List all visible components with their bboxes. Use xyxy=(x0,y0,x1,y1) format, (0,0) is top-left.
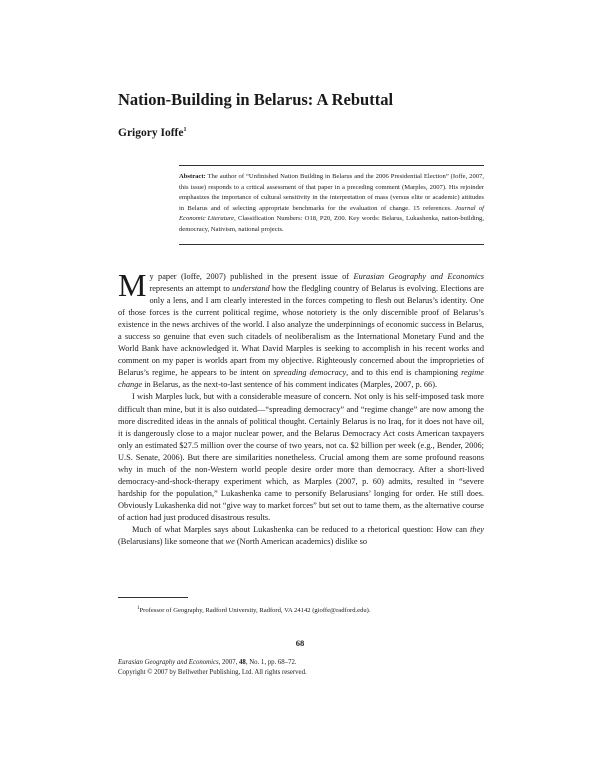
p1-text-a: y paper (Ioffe, 2007) published in the present issue of xyxy=(149,272,354,281)
paragraph-1 xyxy=(118,267,484,391)
p1-spreading-democracy: spreading democracy xyxy=(273,368,347,378)
p3-they: they xyxy=(470,524,484,534)
p3-text-b: (Belarusians) like someone that xyxy=(118,537,226,547)
p3-text-c: (North American academics) dislike so xyxy=(234,537,368,547)
p3-we: we xyxy=(225,537,235,547)
drop-cap: M xyxy=(118,267,147,303)
footnote-rule xyxy=(118,597,188,598)
journal-year: , 2007, xyxy=(218,659,240,666)
article-title: Nation-Building in Belarus: A Rebuttal xyxy=(118,90,394,109)
p1-text-d: , and to this end is championing xyxy=(346,368,462,378)
abstract-top-rule xyxy=(179,165,484,166)
p1-journal-name: Eurasian Geography and Economics xyxy=(353,272,484,281)
journal-issue-pages: , No. 1, pp. 68–72. xyxy=(245,659,297,666)
author-name xyxy=(118,127,186,139)
p1-understand: understand xyxy=(232,284,270,294)
p1-regime-change: regime change xyxy=(118,368,484,390)
p1-text-e: in Belarus, as the next-to-last sentence of his comment indicates (Marples, 2007, p. 66). xyxy=(142,380,438,390)
author-footnote-mark: 1 xyxy=(183,127,187,134)
p1-text-c: how the fledgling country of Belarus is evolving. Elections are only a lens, and I am clearly interested in the forces competing to flesh out Belarus’s identity. One of those forces is the current political regime, whose notoriety is the only discernible proof of Belarus’s existence in the news archives of the world. I also analyze the underpinnings of economic success in Belarus, a success so genuine that even such citadels of neoliberalism as the International Monetary Fund and the World Bank have acknowledged it. What David Marples is seeking to accomplish in his recent works and comment on my paper is worlds apart from my objective. Righteously concerned about the improprieties of Belarus’s regime, he appears to be intent on xyxy=(118,284,484,378)
paragraph-3 xyxy=(118,524,484,548)
journal-info xyxy=(118,658,307,677)
abstract-bottom-rule xyxy=(179,244,484,245)
p1-text-b: represents an attempt to xyxy=(149,284,233,294)
p3-text-a: Much of what Marples says about Lukashenka can be reduced to a rhetorical question: How can xyxy=(132,524,471,534)
journal-citation xyxy=(118,658,307,668)
article-body xyxy=(118,267,484,548)
author-text: Grigory Ioffe xyxy=(118,127,184,139)
journal-name: Eurasian Geography and Economics xyxy=(118,659,219,666)
paragraph-2: I wish Marples luck, but with a considerable measure of concern. Not only is his self-imposed task more difficult than mine, but it is also outdated—“spreading democracy” and “regime change” are now among the more discredited ideas in the annals of political thought. Certainly Belarus is no Iraq, for it does not have oil, it is dangerously close to a major nuclear power, and the Belarus Democracy Act costs American taxpayers only an estimated $27.5 million over the course of two years, not ca. $2 billion per week (e.g., Bender, 2006; U.S. Senate, 2006). But there are similarities nonetheless. Crucial among them are some profound reasons why in much of the non-Western world people desire order more than democracy. After a short-lived democracy-and-shock-therapy experiment which, as Marples (2007, p. 60) admits, resulted in “severe hardship for the population,” Lukashenka came to personify Belarusians’ longing for order. He still does. Obviously Lukashenka did not “give way to market forces” but set out to tame them, as the alternative course of action had just produced disastrous results. xyxy=(118,392,484,522)
page-number: 68 xyxy=(295,638,305,648)
footnote xyxy=(137,606,371,614)
journal-volume: 48 xyxy=(239,659,246,666)
abstract xyxy=(179,172,484,236)
abstract-jel-journal: Journal of Economic Literature xyxy=(179,204,484,223)
copyright: Copyright © 2007 by Bellwether Publishing, Ltd. All rights reserved. xyxy=(118,668,307,676)
abstract-label: Abstract: xyxy=(179,173,206,180)
footnote-mark: 1 xyxy=(137,606,140,611)
abstract-text-2: , Classification Numbers: O18, P20, Z00. Key words: Belarus, Lukashenka, nation-building, democracy, Nativism, national projects. xyxy=(179,215,484,233)
abstract-text-1: The author of “Unfinished Nation Building in Belarus and the 2006 Presidential Election” (Ioffe, 2007, this issue) responds to a critical assessment of that paper in a preceding comment (Marples, 2007). His rejoinder emphasizes the importance of cultural sensitivity in the interpretation of mass (versus elite or academic) attitudes in Belarus and of selecting appropriate benchmarks for the evaluation of change. 15 references. xyxy=(179,173,484,212)
footnote-text: Professor of Geography, Radford University, Radford, VA 24142 (gioffe@radford.edu). xyxy=(139,607,371,615)
